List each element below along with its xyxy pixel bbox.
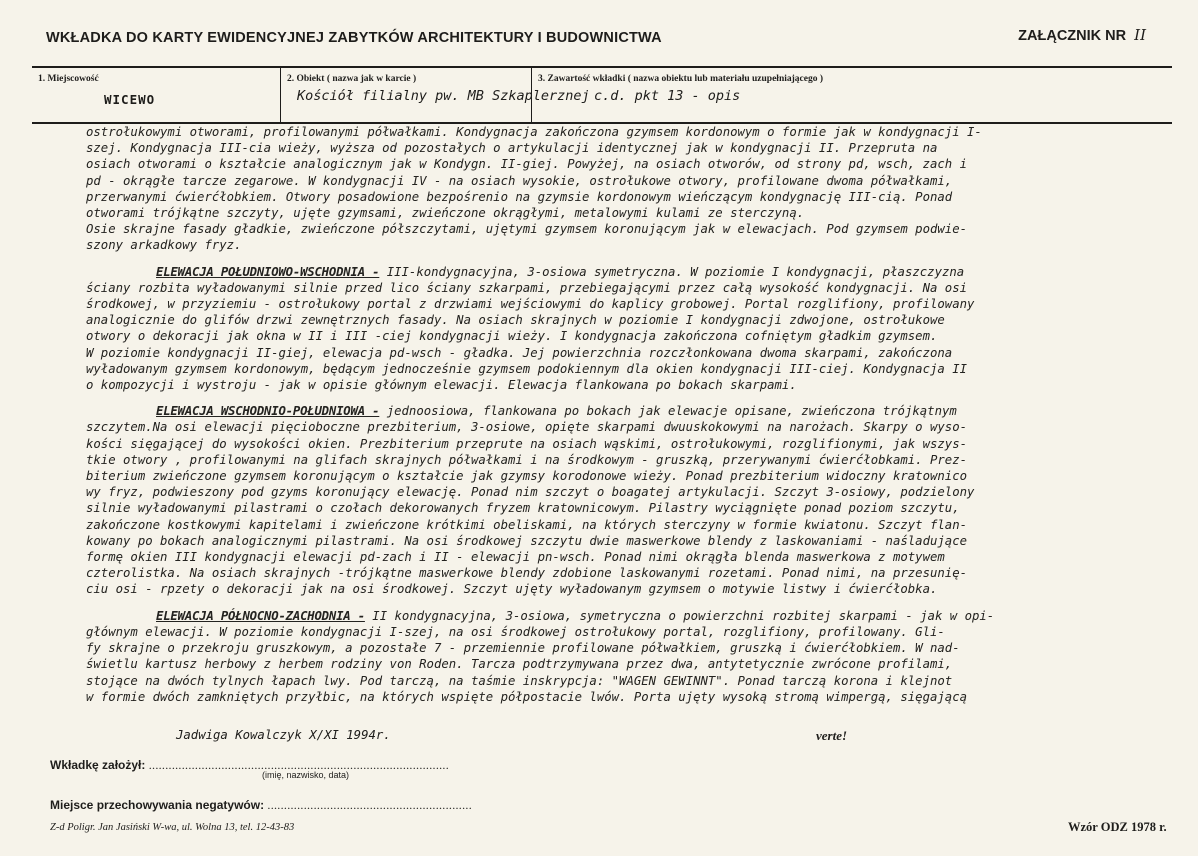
text-line: wy fryz, podwieszony pod gzyms koronujący elewację. Ponad nim szczyt o boagatej artykulacji. Szczyt 3-osiowy, podzielony <box>86 485 975 500</box>
description-body <box>86 124 1146 705</box>
created-by-hint: (imię, nazwisko, data) <box>262 770 350 780</box>
text-line-rest: II kondygnacyjna, 3-osiowa, symetryczna o powierzchni rozbitej skarpami - jak w opi- <box>364 608 995 623</box>
content-label: 3. Zawartość wkładki ( nazwa obiektu lub materiału uzupełniającego ) <box>538 74 824 84</box>
form-number: Wzór ODZ 1978 r. <box>1068 820 1167 834</box>
text-line: środkowej, w przyziemiu - ostrołukowy portal z drzwiami wejściowymi do kaplicy grobowej. Portal rozglifiony, profilowany <box>86 297 975 312</box>
text-line: ściany rozbita wyładowanymi silnie przed lico ściany szkarpami, przebiegającymi przez całą wysokość kondygnacji. Na osi <box>86 280 967 295</box>
form-title: WKŁADKA DO KARTY EWIDENCYJNEJ ZABYTKÓW ARCHITEKTURY I BUDOWNICTWA <box>46 30 662 46</box>
annex-number-value: II <box>1134 26 1146 44</box>
text-line: świetlu kartusz herbowy z herbem rodziny von Roden. Tarcza podtrzymywana przez dwa, antytetycznie zwrócone profilami, <box>86 657 953 672</box>
text-line: W poziomie kondygnacji II-giej, elewacja pd-wsch - gładka. Jej powierzchnia rozczłonkowana dwoma skarpami, zakończona <box>86 345 953 360</box>
annex-number <box>1018 26 1146 44</box>
text-line: tkie otwory , profilowanymi na glifach skrajnych półwałkami i na środkowym - gruszką, przerywanymi ćwierćłobkami. Prez- <box>86 452 967 467</box>
verte-note: verte! <box>816 728 848 743</box>
text-line: szony arkadkowy fryz. <box>86 238 242 253</box>
created-by-field[interactable]: ........................................................................................... <box>148 758 450 772</box>
text-line: analogicznie do glifów drzwi zewnętrznych fasady. Na osiach skrajnych w poziomie I kondygnacji zdwojone, ostrołukowe <box>86 313 945 328</box>
text-line: ostrołukowymi otworami, profilowanymi półwałkami. Kondygnacja zakończona gzymsem kordonowym o formie jak w kondygnacji I- <box>86 125 982 139</box>
text-line: szczytem.Na osi elewacji pięcioboczne prezbiterium, 3-osiowe, opięte skarpami dwuuskokowymi na narożach. Skarpy o wyso- <box>86 420 967 435</box>
paragraph-tower <box>86 124 1146 254</box>
text-line: biterium zwieńczone gzymsem koronującym o kształcie jak gzymsy korodonowe wieży. Ponad prezbiterium widoczny kratownico <box>86 469 967 484</box>
text-line: szej. Kondygnacja III-cia wieży, wyższa od pozostałych o artykulacji identycznej jak w kondygnacji II. Przepruta na <box>86 141 938 156</box>
text-line <box>86 608 1146 624</box>
text-line: o kompozycji i wystroju - jak w opisie głównym elewacji. Elewacja flankowana po bokach skarpami. <box>86 378 797 393</box>
object-cell <box>281 68 590 122</box>
text-line-rest: jednoosiowa, flankowana po bokach jak elewacje opisane, zwieńczona trójkątnym <box>379 404 957 419</box>
author-signature: Jadwiga Kowalczyk X/XI 1994r. <box>176 728 391 742</box>
text-line: otwory o dekoracji jak okna w II i III -ciej kondygnacji wieży. I kondygnacja zakończona cofniętym gładkim gzymsem. <box>86 329 938 344</box>
text-line: silnie wyładowanymi pilastrami o czołach dekorowanych fryzem kratownicowym. Pilastry wyciągnięte ponad poziom szczytu, <box>86 501 960 516</box>
annex-label: ZAŁĄCZNIK NR <box>1018 28 1127 44</box>
negatives-field[interactable]: .............................................................. <box>267 798 473 812</box>
text-line: pd - okrągłe tarcze zegarowe. W kondygnacji IV - na osiach wysokie, ostrołukowe otwory, profilowane dwoma półwałkami, <box>86 173 953 188</box>
text-line: ciu osi - rpzety o dekoracji jak na osi środkowej. Szczyt ujęty wyładowanym gzymsem o motywie listwy i ćwierćłobka. <box>86 582 938 597</box>
locality-cell <box>32 68 281 122</box>
negatives-line <box>50 798 472 813</box>
section-heading-es: ELEWACJA WSCHODNIO-POŁUDNIOWA - <box>156 404 380 419</box>
text-line: kowany po bokach analogicznymi pilastrami. Na osi środkowej szczytu dwie maswerkowe blendy z laskowaniami - naśladujące <box>86 533 967 548</box>
object-label: 2. Obiekt ( nazwa jak w karcie ) <box>287 74 417 84</box>
text-line: przerwanymi ćwierćłobkiem. Otwory posadowione bezpośrenio na gzymsie kordonowym wieńczącym kondygnację III-cią. Ponad <box>86 189 953 204</box>
printer-imprint: Z-d Poligr. Jan Jasiński W-wa, ul. Wolna 13, tel. 12-43-83 <box>50 822 295 833</box>
section-heading-se: ELEWACJA POŁUDNIOWO-WSCHODNIA - <box>156 264 380 279</box>
text-line <box>86 264 1146 280</box>
content-cell <box>532 68 1172 122</box>
text-line: głównym elewacji. W poziomie kondygnacji I-szej, na osi środkowej ostrołukowy portal, rozglifiony, profilowany. Gli- <box>86 624 945 639</box>
locality-label: 1. Miejscowość <box>38 74 99 84</box>
paragraph-south-east <box>86 264 1146 394</box>
created-by-label: Wkładkę założył: <box>50 758 146 772</box>
paragraph-east-south <box>86 403 1146 597</box>
locality-value: WICEWO <box>104 92 156 107</box>
text-line: stojące na dwóch tylnych łapach lwy. Pod tarczą, na taśmie inskrypcja: "WAGEN GEWINNT". Ponad tarczą korona i klejnot <box>86 673 953 688</box>
text-line: Osie skrajne fasady gładkie, zwieńczone półszczytami, ujętymi gzymsem koronującym jak w elewacjach. Pod gzymsem podwie- <box>86 222 967 237</box>
created-by-line <box>50 758 449 773</box>
text-line: zakończone kostkowymi kapitelami i zwieńczone krótkimi obeliskami, na których sterczyny w formie kwiatonu. Szczyt flan- <box>86 517 967 532</box>
text-line-rest: III-kondygnacyjna, 3-osiowa symetryczna. W poziomie I kondygnacji, płaszczyzna <box>379 264 965 279</box>
text-line: czterolistka. Na osiach skrajnych -trójkątne maswerkowe blendy zdobione laskowanymi rozetami. Ponad nimi, na przesunię- <box>86 566 967 581</box>
object-value: Kościół filialny pw. MB Szkaplerznej <box>297 88 590 104</box>
section-heading-nw: ELEWACJA PÓŁNOCNO-ZACHODNIA - <box>156 608 365 623</box>
text-line: w formie dwóch zamkniętych przyłbic, na których wspięte półpostacie lwów. Porta ujęty wysoką stromą wimpergą, sięgającą <box>86 689 967 704</box>
text-line: kości sięgającej do wysokości okien. Prezbiterium przeprute na osiach wąskimi, ostrołukowymi, rozglifionymi, jak wszys- <box>86 436 967 451</box>
negatives-label: Miejsce przechowywania negatywów: <box>50 798 265 812</box>
text-line: osiach otworami o kształcie analogicznym jak w Kondygn. II-giej. Powyżej, na osiach otworów, od strony pd, wsch, zach i <box>86 157 967 172</box>
text-line <box>86 403 1146 419</box>
content-value: c.d. pkt 13 - opis <box>594 88 741 104</box>
text-line: otworami trójkątne szczyty, ujęte gzymsami, zwieńczone okrągłymi, metalowymi kulami ze sterczyną. <box>86 206 805 221</box>
text-line: fy skrajne o przekroju gruszkowym, a pozostałe 7 - przemiennie profilowane półwałkiem, gruszką i ćwierćłobkiem. W nad- <box>86 641 960 656</box>
text-line: wyładowanym gzymsem kordonowym, będącym jednocześnie gzymsem podokiennym dla okien kondygnacji III-ciej. Kondygnacja II <box>86 361 967 376</box>
header-fields-row <box>32 66 1172 124</box>
text-line: formę okien III kondygnacji elewacji pd-zach i II - elewacji pn-wsch. Ponad nimi okrągła blenda maswerkowa z motywem <box>86 550 945 565</box>
paragraph-north-west <box>86 608 1146 705</box>
